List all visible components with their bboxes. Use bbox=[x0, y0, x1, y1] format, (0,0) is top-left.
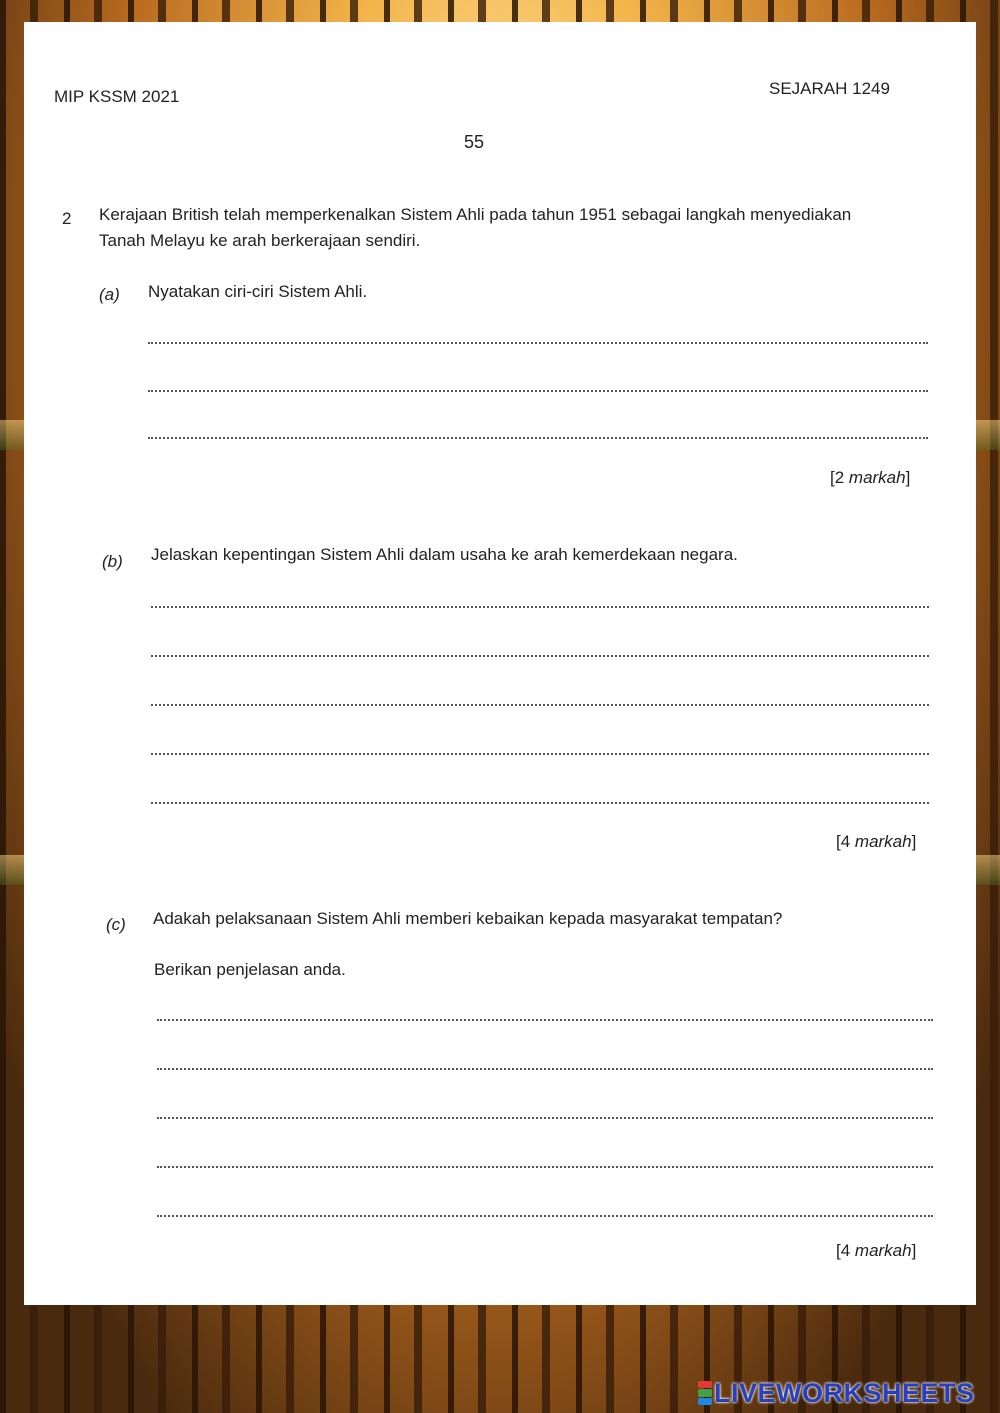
part-a-marks: [2 markah] bbox=[830, 468, 911, 487]
answer-line-a1[interactable] bbox=[148, 342, 928, 344]
part-b-label: (b) bbox=[102, 552, 123, 571]
answer-line-b4[interactable] bbox=[151, 753, 929, 755]
liveworksheets-icon bbox=[698, 1381, 712, 1405]
answer-line-a2[interactable] bbox=[148, 390, 928, 392]
part-c-question: Adakah pelaksanaan Sistem Ahli memberi kebaikan kepada masyarakat tempatan? bbox=[153, 909, 783, 928]
part-c-instruction: Berikan penjelasan anda. bbox=[154, 960, 346, 979]
answer-line-a3[interactable] bbox=[148, 437, 928, 439]
part-a-label: (a) bbox=[99, 285, 120, 304]
answer-line-c4[interactable] bbox=[157, 1166, 933, 1168]
question-number: 2 bbox=[62, 209, 72, 228]
part-b-question: Jelaskan kepentingan Sistem Ahli dalam usaha ke arah kemerdekaan negara. bbox=[151, 545, 738, 564]
part-c-marks: [4 markah] bbox=[836, 1241, 917, 1260]
page-number: 55 bbox=[464, 132, 485, 152]
answer-line-c5[interactable] bbox=[157, 1215, 933, 1217]
liveworksheets-logo[interactable] bbox=[698, 1378, 975, 1408]
answer-line-b1[interactable] bbox=[151, 606, 929, 608]
header-subject-code: SEJARAH 1249 bbox=[769, 79, 890, 98]
answer-line-c2[interactable] bbox=[157, 1068, 933, 1070]
answer-line-b5[interactable] bbox=[151, 802, 929, 804]
answer-line-c3[interactable] bbox=[157, 1117, 933, 1119]
liveworksheets-logo-text: LIVEWORKSHEETS bbox=[714, 1377, 975, 1408]
answer-line-b3[interactable] bbox=[151, 704, 929, 706]
part-a-question: Nyatakan ciri-ciri Sistem Ahli. bbox=[148, 282, 368, 301]
header-exam-name: MIP KSSM 2021 bbox=[54, 87, 180, 106]
part-b-marks: [4 markah] bbox=[836, 832, 917, 851]
answer-line-c1[interactable] bbox=[157, 1019, 933, 1021]
part-c-label: (c) bbox=[106, 915, 126, 934]
question-stem: Kerajaan British telah memperkenalkan Sistem Ahli pada tahun 1951 sebagai langkah menyediakan Tanah Melayu ke arah berkerajaan sendiri. bbox=[99, 205, 852, 250]
answer-line-b2[interactable] bbox=[151, 655, 929, 657]
worksheet-page bbox=[24, 22, 976, 1305]
